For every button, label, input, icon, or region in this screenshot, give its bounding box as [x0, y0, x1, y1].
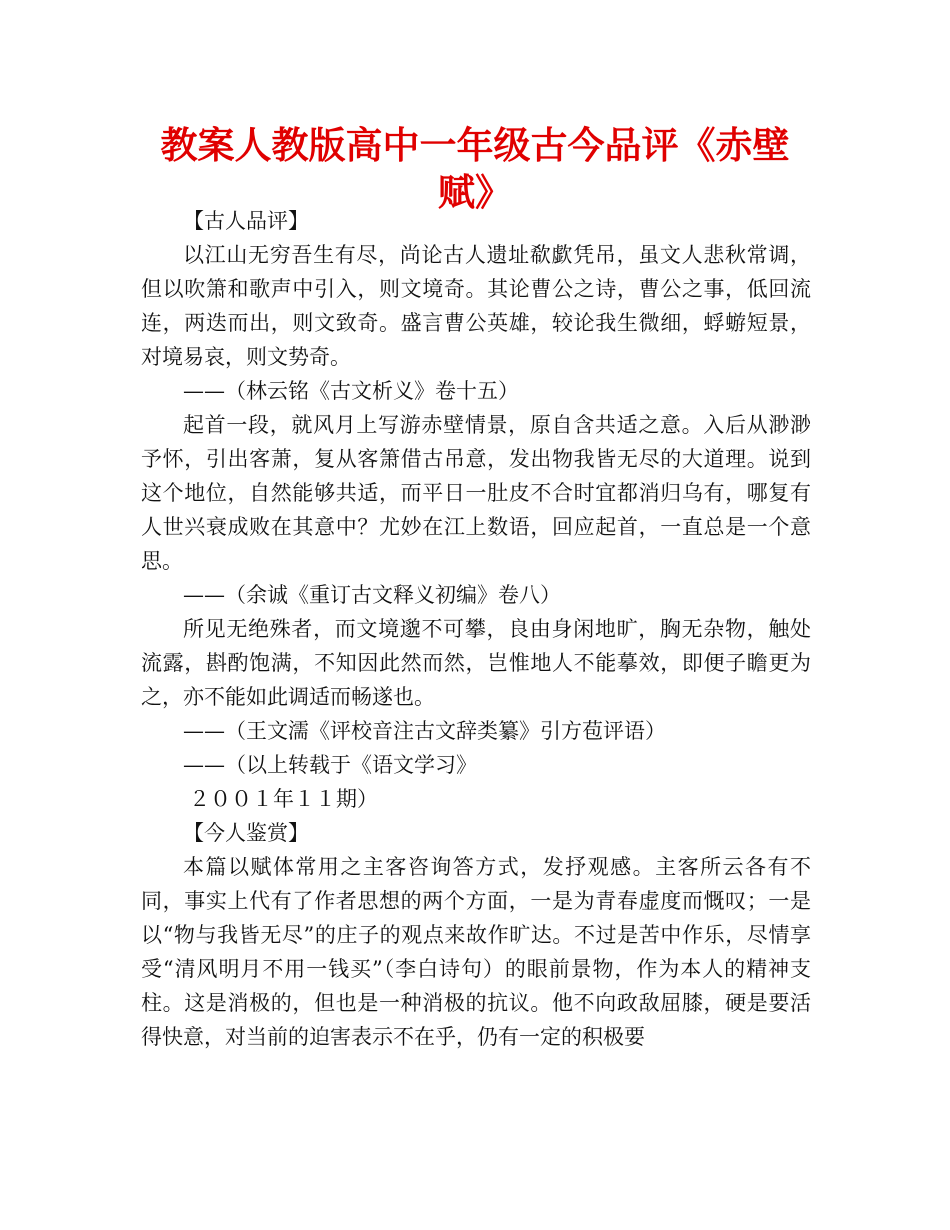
- paragraph-fang-bao: 所见无绝殊者，而文境邈不可攀，良由身闲地旷，胸无杂物，触处流露，斟酌饱满，不知因此然而然，岂惟地人不能摹效，即便子瞻更为之，亦不能如此调适而畅遂也。: [141, 617, 811, 709]
- paragraph-lin-yunming: 以江山无穷吾生有尽，尚论古人遗址欷歔凭吊，虽文人悲秋常调，但以吹箫和歌声中引入，则文境奇。其论曹公之诗，曹公之事，低回流连，两迭而出，则文致奇。盛言曹公英雄，较论我生微细，蜉蝣短景，对境易哀，则文势奇。: [141, 243, 811, 369]
- citation-reprint-issue: ２００１年１１期）: [189, 787, 378, 811]
- citation-lin-yunming: ——（林云铭《古文析义》卷十五）: [183, 379, 519, 403]
- section-heading-ancient-reviews: 【古人品评】: [183, 209, 309, 233]
- document-title-line-1: 教案人教版高中一年级古今品评《赤壁: [160, 124, 790, 167]
- citation-yu-cheng: ——（余诚《重订古文释义初编》卷八）: [183, 583, 561, 607]
- section-heading-modern-appreciation: 【今人鉴赏】: [183, 821, 309, 845]
- paragraph-modern-appreciation: 本篇以赋体常用之主客咨询答方式，发抒观感。主客所云各有不同，事实上代有了作者思想的两个方面，一是为青春虚度而慨叹；一是以“物与我皆无尽”的庄子的观点来故作旷达。不过是苦中作乐，尽情享受“清风明月不用一钱买”（李白诗句）的眼前景物，作为本人的精神支柱。这是消极的，但也是一种消极的抗议。他不向政敌屈膝，硬是要活得快意，对当前的迫害表示不在乎，仍有一定的积极要: [141, 855, 811, 1049]
- citation-reprint-source: ——（以上转载于《语文学习》: [183, 753, 477, 777]
- citation-wang-wenru: ——（王文濡《评校音注古文辞类纂》引方苞评语）: [183, 719, 666, 743]
- document-body: [141, 204, 811, 1054]
- paragraph-yu-cheng: 起首一段，就风月上写游赤壁情景，原自含共适之意。入后从渺渺予怀，引出客萧，复从客箫借古吊意，发出物我皆无尽的大道理。说到这个地位，自然能够共适，而平日一肚皮不合时宜都消归乌有，哪复有人世兴衰成败在其意中？尤妙在江上数语，回应起首，一直总是一个意思。: [141, 413, 811, 573]
- document-title-line-2: 赋》: [438, 171, 512, 214]
